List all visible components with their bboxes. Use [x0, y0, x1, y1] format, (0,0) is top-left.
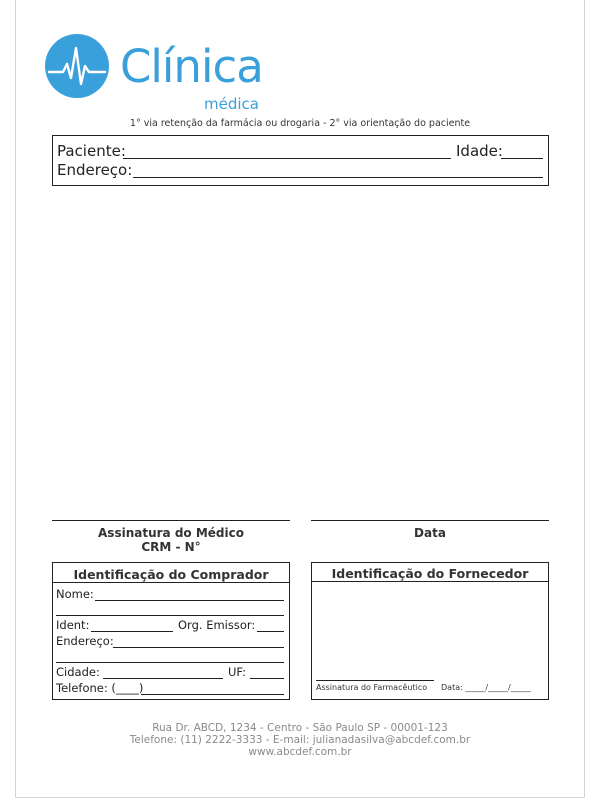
- buyer-id-field[interactable]: [91, 631, 173, 632]
- date-label: Data: [414, 526, 446, 540]
- patient-age-field[interactable]: [501, 158, 543, 159]
- buyer-phone-field[interactable]: [141, 694, 284, 695]
- buyer-name-field[interactable]: [95, 600, 284, 601]
- patient-address-label: Endereço:: [57, 161, 133, 179]
- buyer-address-field-2[interactable]: [56, 662, 284, 663]
- buyer-phone-label: Telefone: (____): [56, 681, 144, 695]
- pharmacist-signature-line[interactable]: [316, 680, 434, 681]
- footer-contact: Telefone: (11) 2222-3333 - E-mail: julianadasilva@abcdef.com.br: [129, 734, 471, 746]
- patient-address-field[interactable]: [133, 177, 543, 178]
- buyer-title-divider: [53, 582, 289, 583]
- patient-box: [52, 135, 549, 186]
- buyer-box-title: Identificação do Comprador: [73, 567, 269, 582]
- patient-age-label: Idade:: [456, 142, 503, 160]
- footer-address: Rua Dr. ABCD, 1234 - Centro - São Paulo SP - 00001-123: [152, 722, 448, 734]
- via-note: 1° via retenção da farmácia ou drogaria - 2° via orientação do paciente: [129, 118, 471, 129]
- brand-subtitle: médica: [204, 95, 259, 113]
- pharmacist-signature-label: Assinatura do Farmacêutico: [316, 683, 428, 692]
- doctor-signature-label: Assinatura do Médico: [98, 526, 244, 540]
- doctor-signature-line[interactable]: [52, 520, 290, 521]
- buyer-id-label: Ident:: [56, 618, 90, 632]
- supplier-title-divider: [312, 581, 548, 582]
- buyer-issuer-label: Org. Emissor:: [178, 618, 256, 632]
- buyer-address-field[interactable]: [113, 647, 284, 648]
- buyer-box: [52, 562, 290, 700]
- supplier-date-label: Data: _____/_____/_____: [441, 683, 531, 692]
- patient-name-label: Paciente:: [57, 142, 126, 160]
- patient-name-field[interactable]: [123, 158, 451, 159]
- buyer-state-label: UF:: [228, 665, 247, 679]
- buyer-city-label: Cidade:: [56, 665, 100, 679]
- heartbeat-logo-icon: [45, 34, 109, 98]
- buyer-issuer-field[interactable]: [257, 631, 284, 632]
- buyer-city-field[interactable]: [103, 678, 223, 679]
- date-signature-line[interactable]: [311, 520, 549, 521]
- buyer-name-label: Nome:: [56, 587, 94, 601]
- footer-website: www.abcdef.com.br: [248, 746, 352, 758]
- crm-label: CRM - N°: [141, 540, 201, 554]
- buyer-state-field[interactable]: [250, 678, 284, 679]
- supplier-box: [311, 562, 549, 700]
- brand-name: Clínica: [120, 40, 263, 93]
- buyer-address-label: Endereço:: [56, 634, 114, 648]
- supplier-box-title: Identificação do Fornecedor: [331, 566, 529, 581]
- buyer-name-field-2[interactable]: [56, 615, 284, 616]
